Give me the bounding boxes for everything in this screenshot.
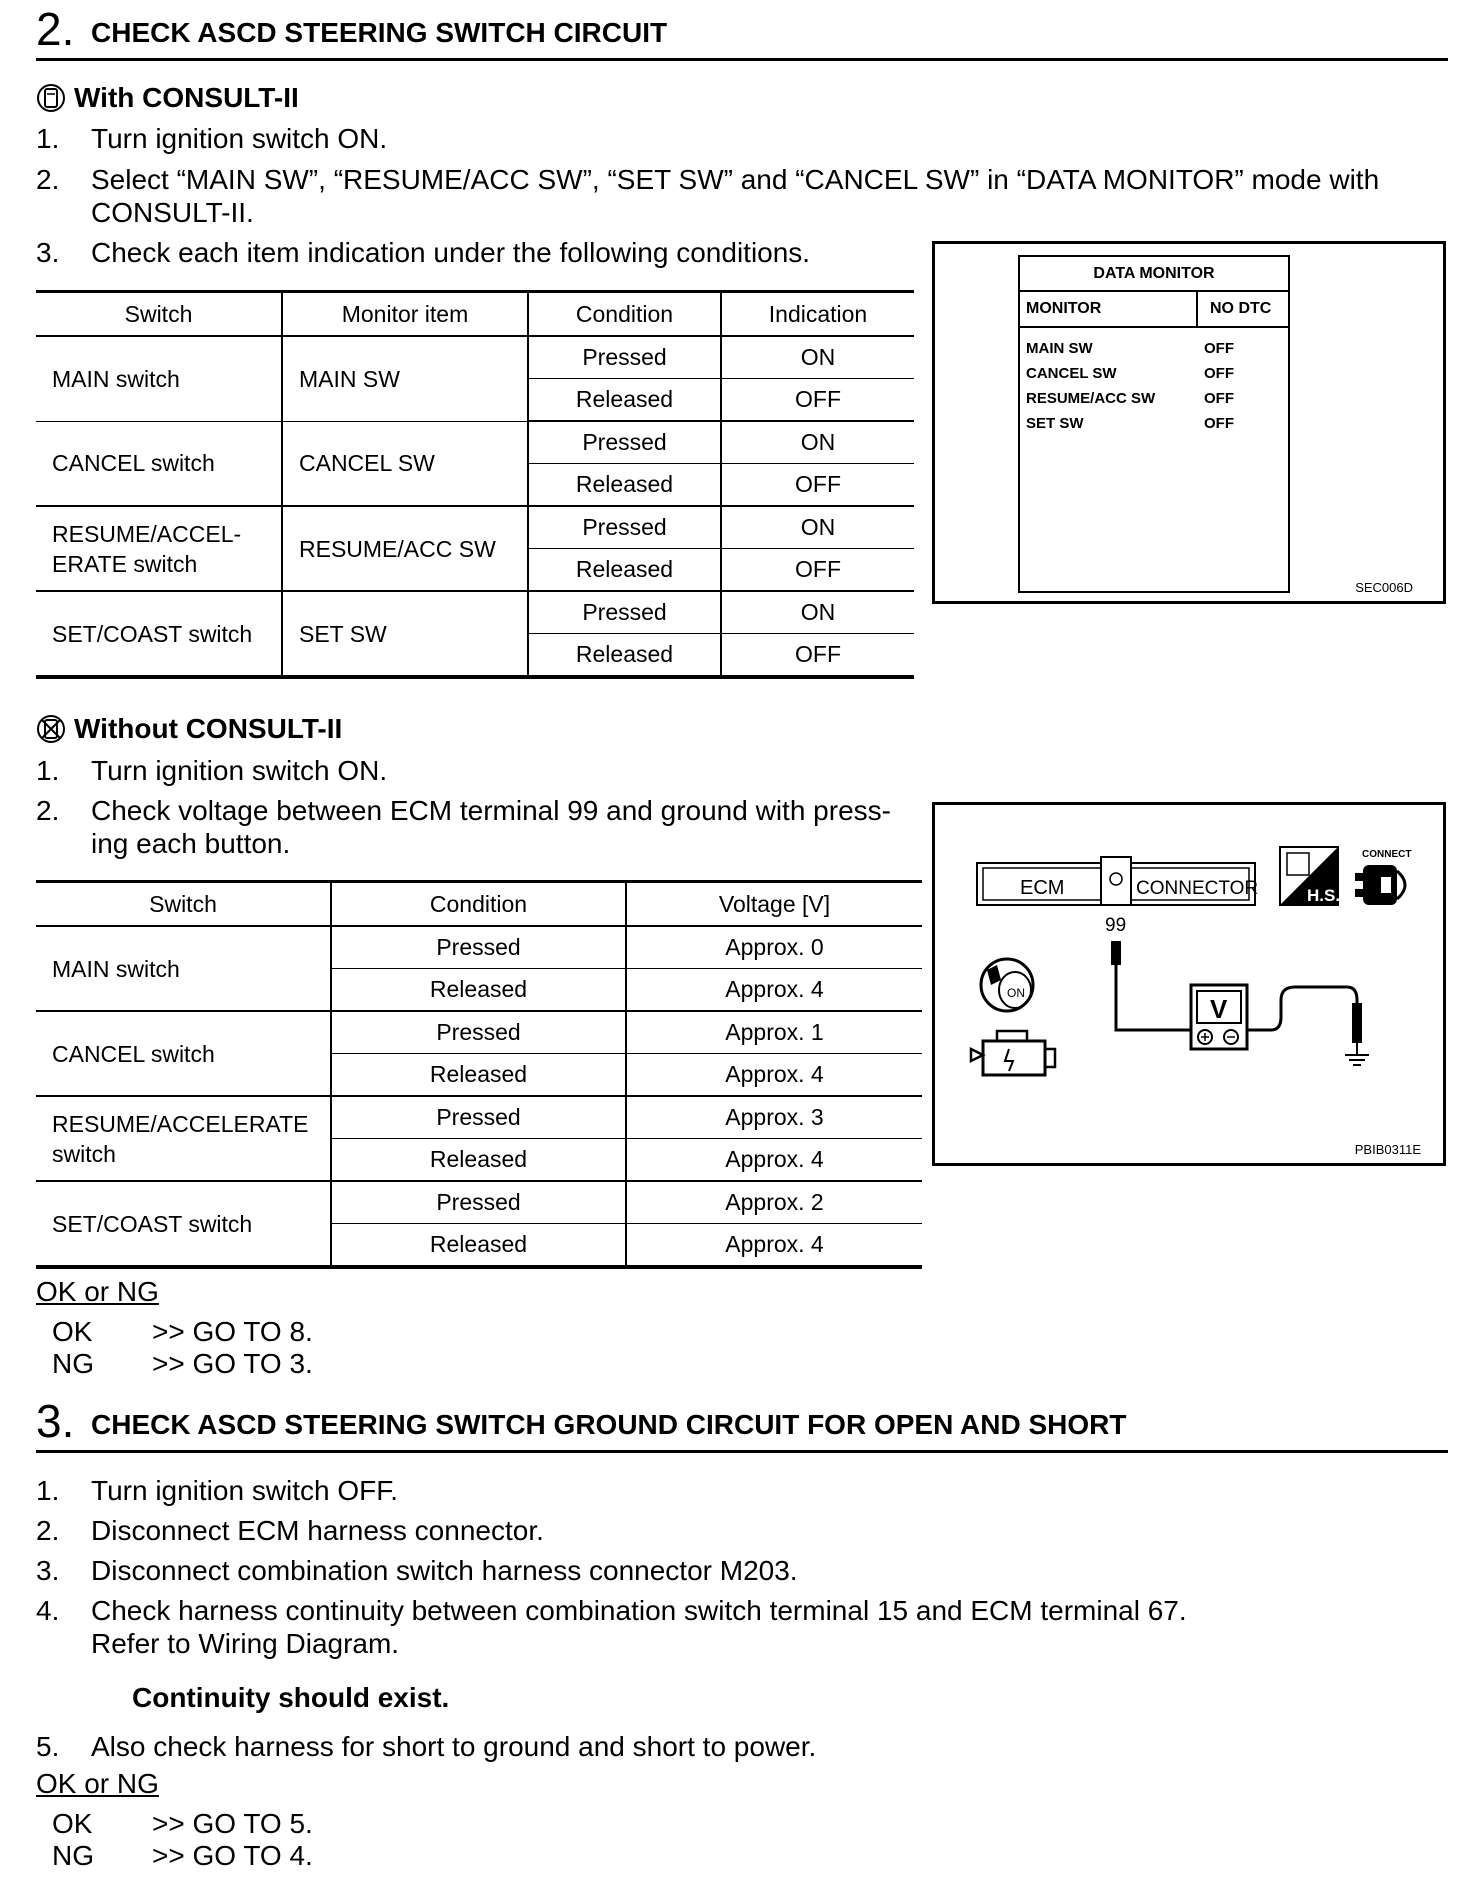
figure-code: PBIB0311E xyxy=(1354,1142,1421,1157)
ecm-voltage-figure xyxy=(932,802,1446,1166)
step-2-header xyxy=(36,0,1448,61)
table-row: MAIN switch MAIN SW Pressed ON xyxy=(36,336,914,379)
data-monitor-screen: DATA MONITOR MONITOR NO DTC MAIN SW OFF CANCEL SW OFF RESUME/ACC SW OFF SET SW OFF xyxy=(1018,255,1290,593)
svg-text:ON: ON xyxy=(1007,986,1025,1000)
table-row: Released OFF xyxy=(36,464,914,507)
col-header: Voltage [V] xyxy=(626,882,922,927)
svg-text:V: V xyxy=(1210,994,1228,1024)
table-row: CANCEL switch CANCEL SW Pressed ON xyxy=(36,421,914,464)
table-row: Released Approx. 4 xyxy=(36,1224,922,1268)
step-3-header xyxy=(36,1392,1448,1453)
monitor-title: DATA MONITOR xyxy=(1020,257,1288,292)
col-header: Switch xyxy=(36,882,331,927)
ok-or-ng-label: OK or NG xyxy=(36,1276,159,1307)
continuity-note: Continuity should exist. xyxy=(132,1682,450,1713)
connect-icon xyxy=(1355,865,1405,905)
hs-icon xyxy=(1280,847,1340,905)
consult-monitor-table xyxy=(36,290,914,679)
step-number: 2. xyxy=(36,3,75,55)
ng-result: NG >> GO TO 4. xyxy=(52,1840,313,1871)
table-row: Released OFF xyxy=(36,379,914,422)
ok-result: OK >> GO TO 8. xyxy=(52,1316,313,1347)
ok-result: OK >> GO TO 5. xyxy=(52,1808,313,1839)
table-row: Released Approx. 4 xyxy=(36,1054,922,1097)
voltage-table xyxy=(36,880,922,1269)
voltmeter-icon xyxy=(1191,985,1247,1049)
table-row: Released OFF xyxy=(36,634,914,678)
engine-icon xyxy=(971,1031,1055,1075)
table-row: Released Approx. 4 xyxy=(36,969,922,1012)
consult-icon xyxy=(36,83,66,113)
monitor-col-header: MONITOR NO DTC xyxy=(1020,292,1288,328)
col-header: Condition xyxy=(528,292,721,337)
col-header: Condition xyxy=(331,882,626,927)
col-header: Indication xyxy=(721,292,914,337)
col-header: Switch xyxy=(36,292,282,337)
list-item: 2. Check voltage between ECM terminal 99 and ground with press- ing each button. xyxy=(36,795,891,859)
table-row: CANCEL switch Pressed Approx. 1 xyxy=(36,1011,922,1054)
step-number: 3. xyxy=(36,1395,75,1447)
svg-text:H.S.: H.S. xyxy=(1307,886,1341,905)
col-header: Monitor item xyxy=(282,292,528,337)
table-row: Released Approx. 4 xyxy=(36,1139,922,1182)
list-item: 4. Check harness continuity between combination switch terminal 15 and ECM terminal 67. Refer to Wiring Diagram. xyxy=(36,1595,1187,1659)
ignition-on-icon xyxy=(981,959,1033,1011)
with-consult-heading: With CONSULT-II xyxy=(36,82,299,114)
circuit-diagram xyxy=(935,805,1443,1163)
without-consult-heading: Without CONSULT-II xyxy=(36,713,342,745)
figure-code: SEC006D xyxy=(1355,580,1413,595)
ecm-label: ECM xyxy=(1020,877,1065,899)
table-row: MAIN switch Pressed Approx. 0 xyxy=(36,926,922,969)
table-row: Released OFF xyxy=(36,549,914,592)
step-title: CHECK ASCD STEERING SWITCH GROUND CIRCUIT FOR OPEN AND SHORT xyxy=(91,1409,1127,1440)
no-consult-icon xyxy=(36,714,66,744)
terminal-label: 99 xyxy=(1105,915,1127,936)
ng-result: NG >> GO TO 3. xyxy=(52,1348,313,1379)
table-row: RESUME/ACCELERATE switch Pressed Approx. 3 xyxy=(36,1096,922,1139)
connect-label: CONNECT xyxy=(1362,849,1412,860)
table-row: RESUME/ACCEL- ERATE switch RESUME/ACC SW Pressed ON xyxy=(36,506,914,549)
table-row: SET/COAST switch SET SW Pressed ON xyxy=(36,591,914,634)
list-item: 2. Select “MAIN SW”, “RESUME/ACC SW”, “SET SW” and “CANCEL SW” in “DATA MONITOR” mode with CONSULT-II. xyxy=(36,164,1380,228)
ok-or-ng-label: OK or NG xyxy=(36,1768,159,1799)
table-row: SET/COAST switch Pressed Approx. 2 xyxy=(36,1181,922,1224)
data-monitor-figure xyxy=(932,241,1446,604)
step-title: CHECK ASCD STEERING SWITCH CIRCUIT xyxy=(91,17,668,48)
ground-icon xyxy=(1345,1055,1369,1065)
connector-label: CONNECTOR xyxy=(1136,878,1259,899)
